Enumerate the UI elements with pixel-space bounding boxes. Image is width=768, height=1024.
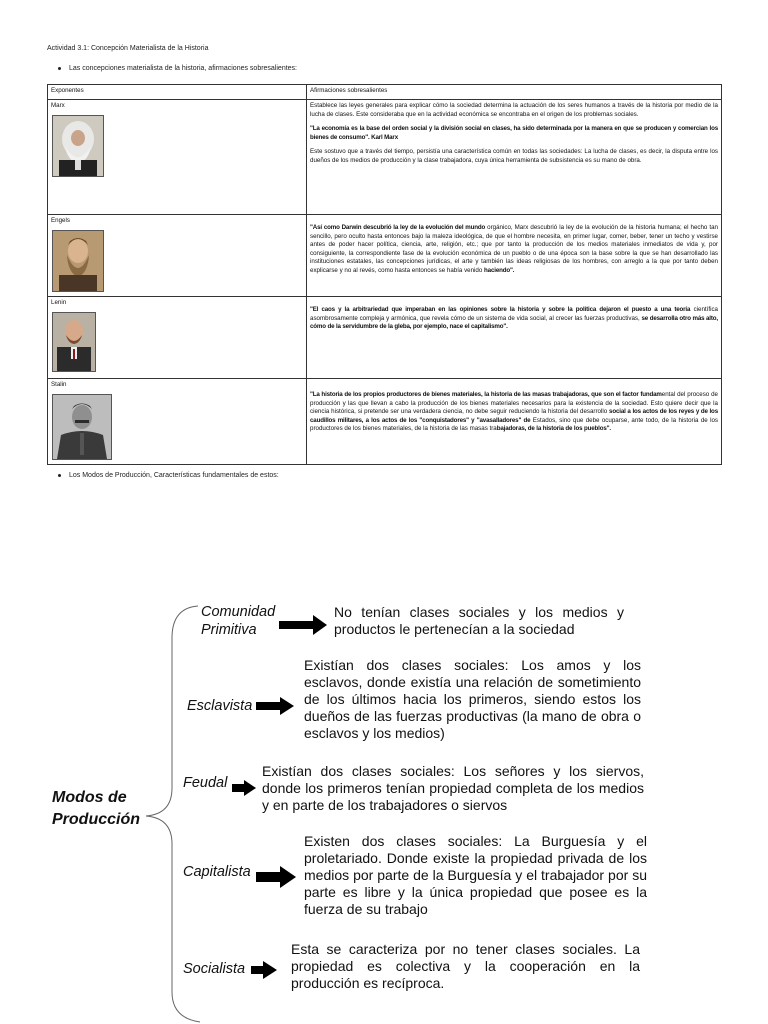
bullet-text: Las concepciones materialista de la historia, afirmaciones sobresalientes: [69, 65, 298, 72]
table-row-stalin [48, 379, 722, 465]
mode-description: Existen dos clases sociales: La Burguesía y el proletariado. Donde existe la propiedad privada de los medios por parte de la Burguesía y el trabajador por su parte es libre y la única propiedad que posee es la fuerza de su trabajo [304, 833, 647, 917]
quote-text: "La economía es la base del orden social y la división social en clases, ha sido determinada por la manera en que se producen y comercian los bienes de consumo". Karl Marx [310, 125, 718, 141]
mode-label-line-2: Primitiva [201, 622, 257, 638]
exponent-name: Engels [51, 217, 70, 224]
mode-description: Existían dos clases sociales: Los señores y los siervos, donde los primeros tenían propiedad completa de los medios y en parte de los trabajadores o siervos [262, 763, 644, 813]
quote-body-2: Estados, sino que debe ocuparse, ante todo, de la historia de los productores de los bienes materiales, de la historia de las masas tra [310, 416, 718, 433]
table-row-marx [48, 100, 722, 215]
exponent-cell [48, 379, 307, 465]
arrow-right-icon [256, 697, 294, 715]
exponent-name: Lenin [51, 299, 67, 306]
statement-cell [307, 379, 722, 465]
diagram-title [52, 787, 140, 831]
quote-bold-1: "La historia de los propios productores de bienes materiales, la historia de las masas trabajadoras, que son el factor fundam [310, 391, 662, 398]
header-exponentes: Exponentes [48, 85, 307, 100]
table-row-lenin [48, 297, 722, 379]
statement-cell [307, 297, 722, 379]
engels-quote [310, 224, 718, 276]
quote-bold-3: bajadoras, de la historia de los pueblos". [496, 425, 611, 433]
mode-capitalista: Capitalista [183, 864, 251, 880]
exponent-cell [48, 100, 307, 215]
statement-cell [307, 100, 722, 215]
mode-socialista: Socialista [183, 961, 246, 977]
quote-bold-2: social a los actos de los reyes y de los caudillos militares, a los actos de los "conquistadores" y "avasalladores" de [310, 408, 718, 424]
bullet-modos [58, 472, 279, 479]
mode-description: No tenían clases sociales y los medios y productos le pertenecían a la sociedad [334, 604, 624, 637]
title-line-1: Modos de [52, 789, 127, 806]
exponentes-table [47, 84, 722, 465]
mode-label-line-1: Comunidad [201, 604, 276, 620]
arrow-right-icon [256, 866, 296, 888]
engels-portrait-image [52, 230, 104, 292]
bullet-dot [58, 474, 61, 477]
marx-portrait-image [52, 115, 104, 177]
stalin-quote [310, 391, 718, 434]
arrow-right-icon [279, 615, 327, 635]
quote-body: orgánico, Marx descubrió la ley de la evolución de la historia humana; el hecho tan sencillo, pero oculto hasta entonces bajo la maleza ideológica, de que el hombre necesita, en primer lugar, comer, beber, tener un techo y vestirse antes de poder hacer política, ciencia, arte, religión, etc.; que por tanto la producción de los medios materiales inmediatos de vida y, por consiguiente, la correspondiente fase de la evolución económica de un pueblo o de una época son la base sobre la que se han desarrollado las instituciones estatales, las concepciones jurídicas, el arte y también las ideas religiosas de los hombres, con arreglo a la que por tanto deben explicarse y no al revés, como hasta entonces se había venido [310, 224, 718, 274]
arrow-right-icon [232, 780, 256, 796]
marx-paragraph-2: Este sostuvo que a través del tiempo, persistía una característica común en todas las sociedades: La lucha de clases, es decir, la disputa entre los dueños de los medios de producción y la clase trabajadora, cuya única herramienta de subsistencia es su mano de obra. [310, 148, 718, 164]
exponent-name: Stalin [51, 381, 67, 388]
mode-description: Existían dos clases sociales: Los amos y los esclavos, donde existía una relación de sometimiento de los últimos hacia los primeros, siendo estos los dueños de las fuerzas productivas (la mano de obra o esclavos y los medios) [304, 657, 641, 741]
lenin-portrait-image [52, 312, 96, 372]
lenin-quote [310, 306, 718, 332]
mode-esclavista: Esclavista [187, 698, 253, 714]
exponent-name: Marx [51, 102, 65, 109]
quote-bold-end: se desarrolla otro más alto, cómo de la servidumbre de la gleba, por ejemplo, nace el capitalismo". [310, 314, 718, 331]
modos-diagram [0, 580, 768, 1024]
quote-bold-end: haciendo". [484, 266, 515, 274]
quote-bold-start: "Así como Darwin descubrió la ley de la evolución del mundo [310, 224, 486, 231]
table-row-engels [48, 215, 722, 297]
bullet-concepciones [58, 65, 297, 72]
arrow-right-icon [251, 961, 277, 979]
exponent-cell [48, 215, 307, 297]
mode-description: Esta se caracteriza por no tener clases sociales. La propiedad es colectiva y la cooperación en la producción es recíproca. [291, 941, 640, 991]
quote-bold-start: "El caos y la arbitrariedad que imperaban en las opiniones sobre la historia y sobre la política dejaron el puesto a una teoría [310, 306, 691, 313]
marx-quote [310, 125, 718, 142]
exponent-cell [48, 297, 307, 379]
stalin-portrait-image [52, 394, 112, 460]
title-line-2: Producción [52, 811, 141, 828]
quote-body: científica asombrosamente compleja y armónica, que revela cómo de un sistema de vida social, al crecer las fuerzas productivas, [310, 306, 718, 322]
page-heading: Actividad 3.1: Concepción Materialista de la Historia [47, 45, 209, 52]
bullet-dot [58, 67, 61, 70]
quote-body-1: ental del proceso de producción y las que llevan a cabo la producción de los bienes materiales necesarios para la existencia de la sociedad. Esto quiere decir que la ciencia histórica, si pretende ser una verdadera ciencia, no debe seguir reduciendo la historia del desarrollo [310, 391, 718, 416]
marx-paragraph-1: Establece las leyes generales para explicar cómo la sociedad determina la actuación de los seres humanos a través de la historia por medio de la lucha de clases. Este consideraba que en la actividad económica se encontraba en el origen de los problemas sociales. [310, 102, 718, 118]
mode-feudal: Feudal [183, 775, 228, 791]
mode-comunidad-primitiva [201, 603, 275, 639]
table-header-row [48, 85, 722, 100]
header-afirmaciones: Afirmaciones sobresalientes [307, 85, 722, 100]
bullet-text: Los Modos de Producción, Características fundamentales de estos: [69, 472, 279, 479]
statement-cell [307, 215, 722, 297]
